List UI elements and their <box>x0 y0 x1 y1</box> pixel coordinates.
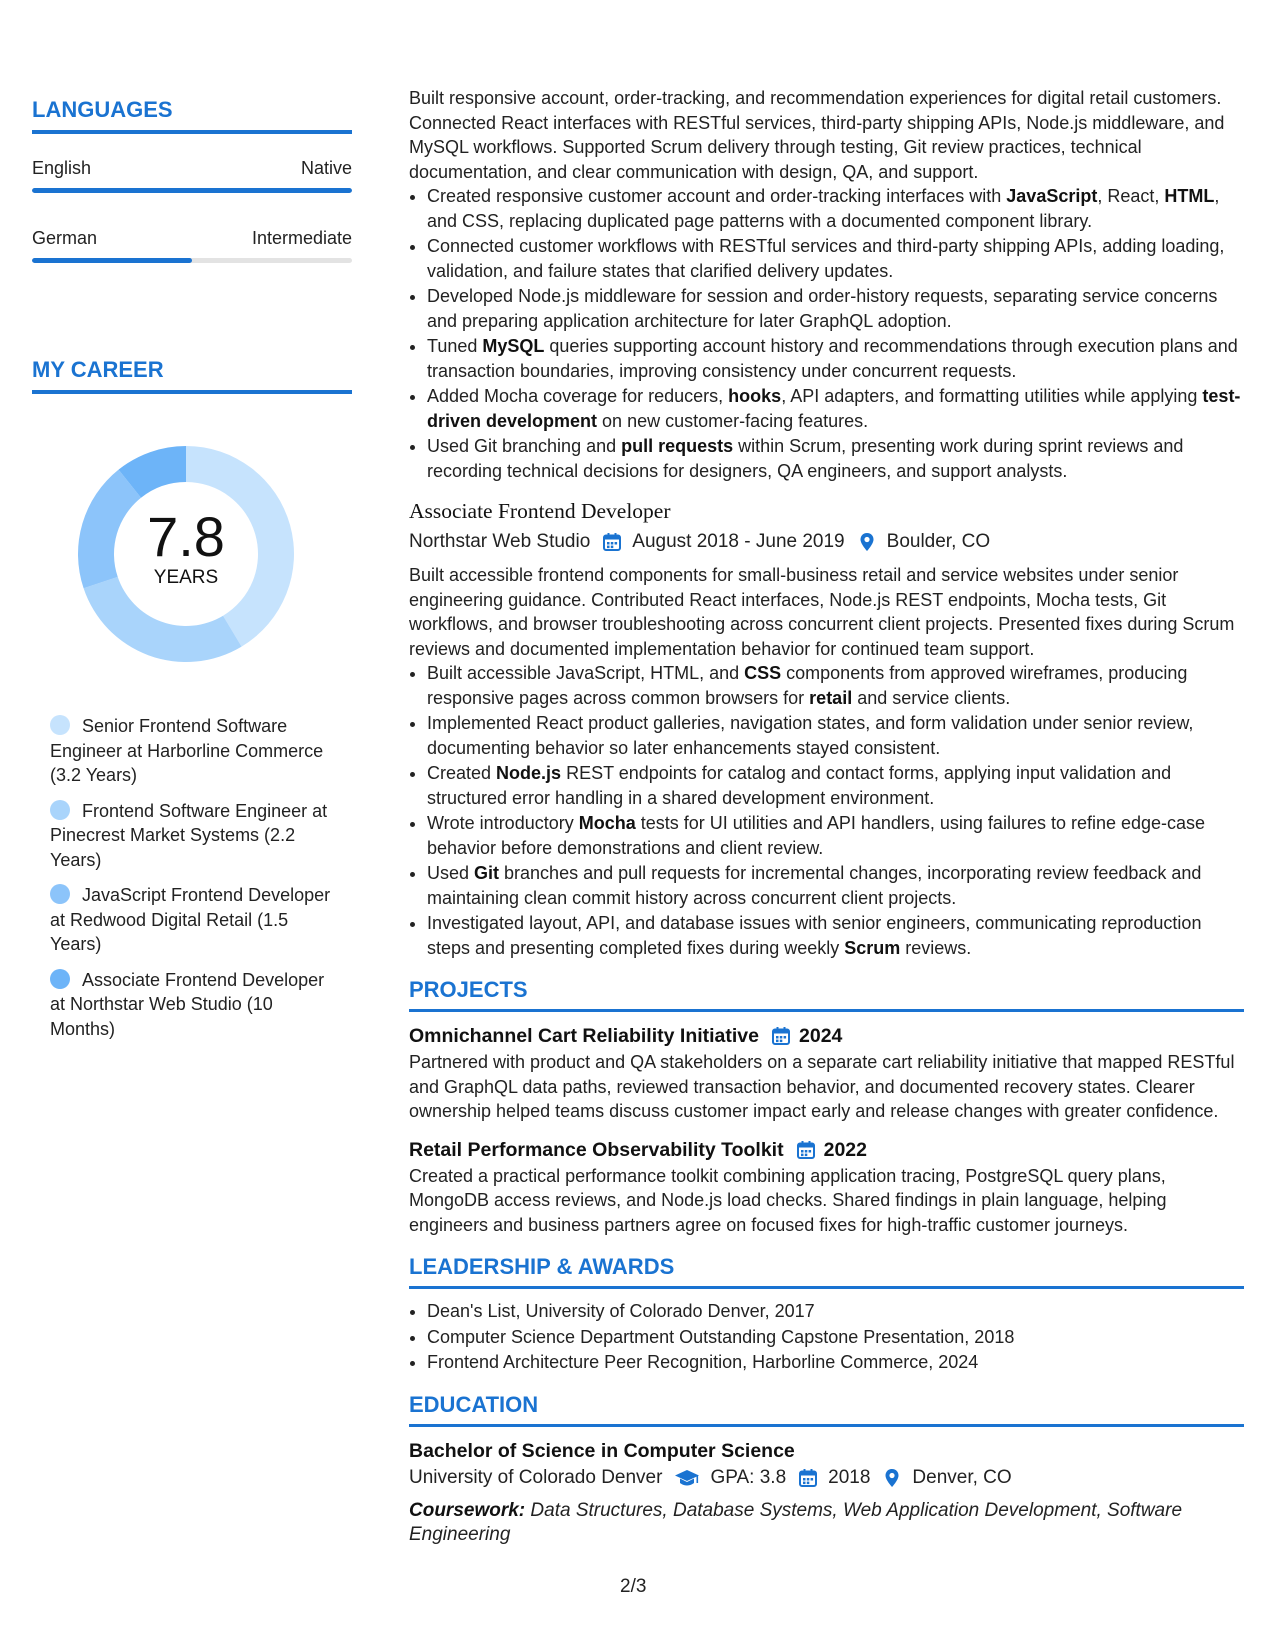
languages-title: LANGUAGES <box>32 96 352 134</box>
legend-label: Frontend Software Engineer at Pinecrest Market Systems (2.2 Years) <box>50 800 328 870</box>
language-level: Native <box>300 158 352 178</box>
awards-title: LEADERSHIP & AWARDS <box>409 1253 1244 1289</box>
career-legend <box>50 714 332 1041</box>
graduation-year: 2018 <box>828 1466 871 1488</box>
proficiency-fill <box>32 188 352 193</box>
bullet-item: • Developed Node.js middleware for session and order-history requests, separating service concerns and preparing application architecture for later GraphQL adoption. <box>427 284 1244 333</box>
calendar-icon <box>771 1026 791 1046</box>
legend-dot <box>50 969 70 989</box>
proficiency-fill <box>32 258 192 263</box>
project-title <box>409 1136 1244 1164</box>
total-years-value: 7.8 <box>147 505 225 568</box>
legend-item <box>50 799 332 873</box>
proficiency-bar <box>32 258 352 263</box>
language-item <box>32 204 352 274</box>
career-donut-chart <box>66 434 306 674</box>
calendar-icon <box>602 532 622 552</box>
total-years-unit: YEARS <box>153 567 219 588</box>
left-column <box>32 96 352 1052</box>
school-name: University of Colorado Denver <box>409 1466 663 1488</box>
bullet-item: • Implemented React product galleries, navigation states, and form validation under senior review, documenting behavior so later enhancements stayed consistent. <box>427 711 1244 760</box>
job-summary: Built accessible frontend components for small-business retail and service websites under senior engineering guidance. Contributed React interfaces, Node.js REST endpoints, Mocha tests, Git workflows, and browser troubleshooting across concurrent client projects. Presented fixes during Scrum reviews and documented implementation behavior for continued team support. <box>409 565 1235 659</box>
job-bullets <box>409 661 1244 960</box>
donut-center <box>66 505 306 590</box>
job-summary: Built responsive account, order-tracking, and recommendation experiences for digital retail customers. Connected React interfaces with RESTful services, third-party shipping APIs, Node.js middleware, and MySQL workflows. Supported Scrum delivery through testing, Git review practices, technical documentation, and clear communication with design, QA, and support. <box>409 88 1225 182</box>
bullet-item: • Connected customer workflows with RESTful services and third-party shipping APIs, adding loading, validation, and failure states that clarified delivery updates. <box>427 234 1244 283</box>
education-meta <box>409 1465 1244 1491</box>
language-item <box>32 134 352 204</box>
calendar-icon <box>796 1140 816 1160</box>
career-title: MY CAREER <box>32 356 352 394</box>
project-name: Omnichannel Cart Reliability Initiative <box>409 1025 760 1047</box>
bullet-item: • Wrote introductory Mocha tests for UI utilities and API handlers, using failures to refine edge-case behavior before demonstrations and client review. <box>427 811 1244 860</box>
legend-dot <box>50 715 70 735</box>
graduation-cap-icon <box>674 1468 700 1488</box>
bullet-item: • Tuned MySQL queries supporting account history and recommendations through execution plans and transaction boundaries, improving consistency under concurrent requests. <box>427 334 1244 383</box>
award-item: • Computer Science Department Outstanding Capstone Presentation, 2018 <box>427 1325 1244 1350</box>
education-title: EDUCATION <box>409 1391 1244 1427</box>
legend-item <box>50 714 332 788</box>
degree-title: Bachelor of Science in Computer Science <box>409 1439 795 1462</box>
project-name: Retail Performance Observability Toolkit <box>409 1138 784 1161</box>
project-title <box>409 1022 1244 1050</box>
award-item: • Dean's List, University of Colorado Denver, 2017 <box>427 1299 1244 1324</box>
language-name: German <box>32 228 98 248</box>
job-title: Associate Frontend Developer <box>409 499 671 523</box>
gpa: GPA: 3.8 <box>710 1466 787 1488</box>
legend-label: Associate Frontend Developer at Northstar Web Studio (10 Months) <box>50 969 325 1039</box>
coursework-label: Coursework: <box>409 1499 526 1521</box>
legend-item <box>50 883 332 957</box>
legend-dot <box>50 800 70 820</box>
coursework <box>409 1499 1244 1548</box>
bullet-item: • Added Mocha coverage for reducers, hooks, API adapters, and formatting utilities while applying test-driven development on new customer-facing features. <box>427 384 1244 433</box>
right-column <box>409 86 1244 1548</box>
projects-title: PROJECTS <box>409 976 1244 1012</box>
proficiency-bar <box>32 188 352 193</box>
project-description: Created a practical performance toolkit combining application tracing, PostgreSQL query plans, MongoDB access reviews, and Node.js load checks. Shared findings in plain language, helping engineers and business partners agree on focused fixes for high-traffic customer journeys. <box>409 1165 1167 1235</box>
job-meta <box>409 529 1244 555</box>
award-item: • Frontend Architecture Peer Recognition, Harborline Commerce, 2024 <box>427 1350 1244 1375</box>
coursework-list: Data Structures, Database Systems, Web Application Development, Software Engineering <box>409 1499 1183 1545</box>
project-year: 2022 <box>823 1138 867 1161</box>
language-name: English <box>32 158 92 178</box>
legend-label: Senior Frontend Software Engineer at Harborline Commerce (3.2 Years) <box>50 716 324 785</box>
legend-item <box>50 968 332 1042</box>
bullet-item: • Used Git branches and pull requests for incremental changes, incorporating review feedback and maintaining clean commit history across concurrent client projects. <box>427 861 1244 910</box>
bullet-item: • Created Node.js REST endpoints for catalog and contact forms, applying input validation and structured error handling in a shared development environment. <box>427 761 1244 810</box>
map-pin-icon <box>857 532 877 552</box>
bullet-item: • Investigated layout, API, and database issues with senior engineers, communicating reproduction steps and presenting completed fixes during weekly Scrum reviews. <box>427 911 1244 960</box>
legend-label: JavaScript Frontend Developer at Redwood Digital Retail (1.5 Years) <box>50 885 331 954</box>
calendar-icon <box>798 1468 818 1488</box>
job-dates: August 2018 - June 2019 <box>632 531 845 552</box>
education-location: Denver, CO <box>912 1466 1012 1488</box>
page-number: 2/3 <box>620 1576 647 1597</box>
legend-dot <box>50 884 70 904</box>
project-year: 2024 <box>799 1025 843 1047</box>
project-description: Partnered with product and QA stakeholders on a separate cart reliability initiative that mapped RESTful and GraphQL data paths, reviewed transaction behavior, and documented recovery states. Clearer ownership helped teams discuss customer impact early and release changes with greater confidence. <box>409 1052 1235 1121</box>
bullet-item: • Built accessible JavaScript, HTML, and CSS components from approved wireframes, producing responsive pages across common browsers for retail and service clients. <box>427 661 1244 710</box>
bullet-item: • Used Git branching and pull requests within Scrum, presenting work during sprint reviews and recording technical decisions for designers, QA engineers, and support analysts. <box>427 434 1244 483</box>
job-location: Boulder, CO <box>886 531 991 552</box>
map-pin-icon <box>882 1468 902 1488</box>
bullet-item: • Created responsive customer account and order-tracking interfaces with JavaScript, React, HTML, and CSS, replacing duplicated page patterns with a documented component library. <box>427 184 1244 233</box>
language-level: Intermediate <box>251 228 352 248</box>
company-name: Northstar Web Studio <box>409 531 591 552</box>
job-bullets <box>409 184 1244 483</box>
awards-list <box>409 1299 1244 1375</box>
